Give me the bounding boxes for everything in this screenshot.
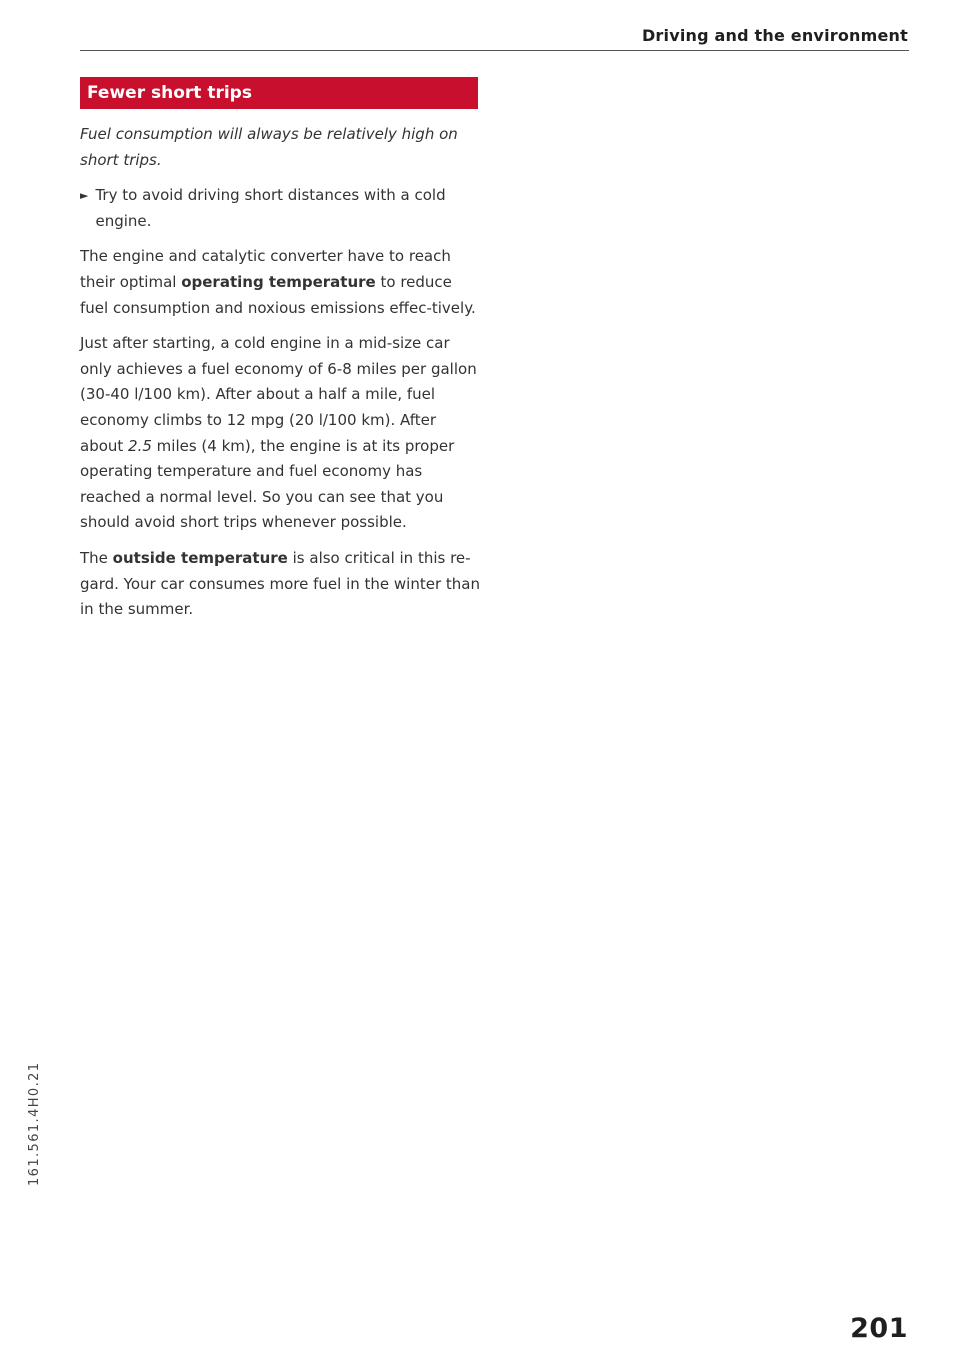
- bold-term-operating-temperature: operating temperature: [181, 272, 376, 291]
- paragraph-text: The: [80, 548, 113, 567]
- italic-number: 2.5: [128, 436, 152, 455]
- bullet-arrow-icon: ►: [80, 189, 89, 203]
- bold-term-outside-temperature: outside temperature: [112, 548, 288, 567]
- paragraph-text: to reduce fuel consumption and noxious emissions effec-tively.: [80, 272, 476, 317]
- paragraph-text: Just after starting, a cold engine in a mid-size car only achieves a fuel economy of 6-8 miles per gallon (30-40 l/100 km). After about a half a mile, fuel economy climbs to 12 mpg (20 l/100 km). After about: [80, 334, 477, 455]
- bullet-text: Try to avoid driving short distances with a cold engine.: [95, 186, 446, 230]
- page-number: 201: [850, 1313, 908, 1344]
- intro-text: Fuel consumption will always be relatively high on short trips.: [80, 125, 458, 169]
- bullet-item: [80, 183, 480, 234]
- paragraph-text: is also critical in this re-gard. Your car consumes more fuel in the winter than in the summer.: [80, 548, 480, 619]
- document-code: 161.561.4H0.21: [27, 1061, 42, 1186]
- running-head: Driving and the environment: [641, 26, 908, 45]
- paragraph-text: miles (4 km), the engine is at its proper operating temperature and fuel economy has reached a normal level. So you can see that you should avoid short trips whenever possible.: [80, 436, 455, 532]
- paragraph-operating-temperature: [80, 244, 480, 321]
- paragraph-text: The engine and catalytic converter have to reach their optimal: [80, 247, 451, 291]
- paragraph-outside-temperature: [80, 546, 480, 623]
- header-rule: [80, 50, 909, 51]
- paragraph-cold-engine: [80, 331, 480, 536]
- section-title: Fewer short trips: [87, 83, 252, 103]
- body-content: [80, 122, 480, 623]
